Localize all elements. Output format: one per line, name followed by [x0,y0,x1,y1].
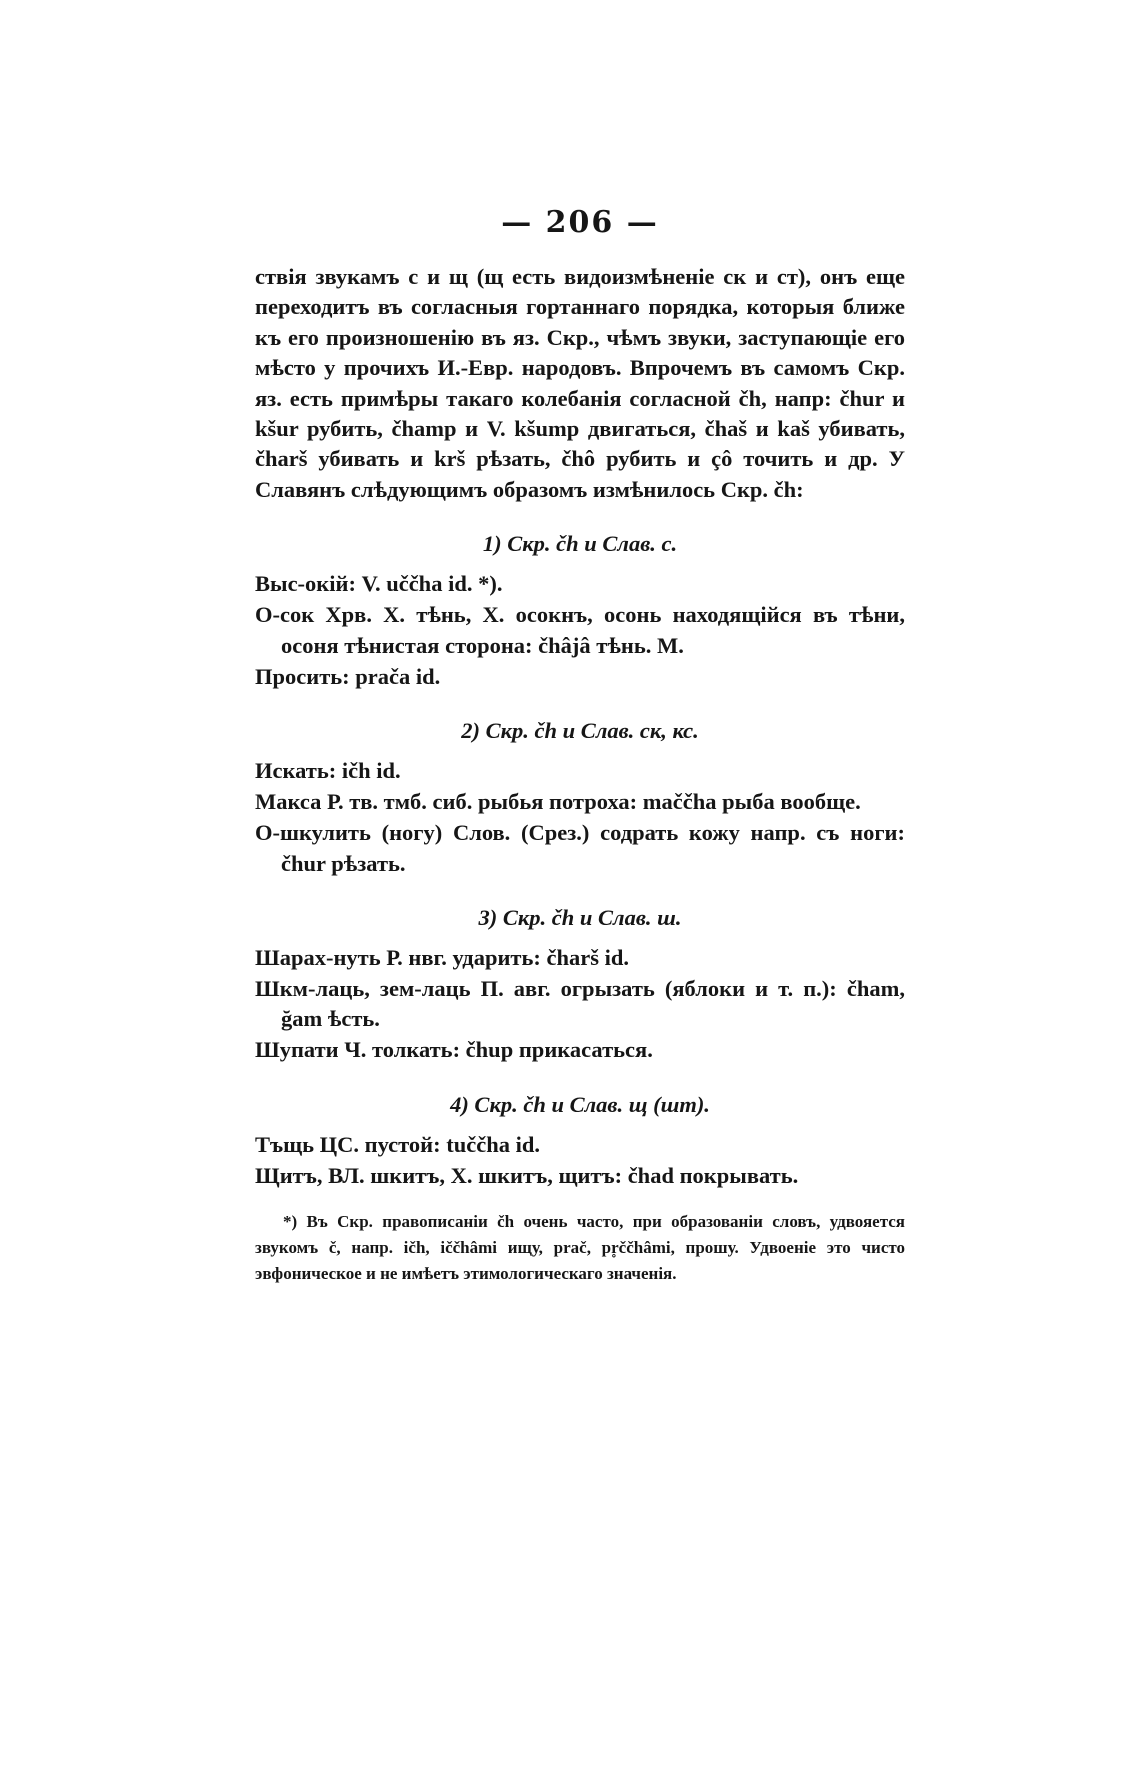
section-heading: 3) Скр. čh и Слав. ш. [478,904,682,930]
dictionary-entry: Просить: prača id. [255,663,441,689]
section-heading: 4) Скр. čh и Слав. щ (шт). [450,1091,710,1117]
dictionary-entry: О-сок Хрв. Х. тѣнь, Х. осокнъ, осонь находящійся въ тѣни, осоня тѣнистая сторона: čhâjâ тѣнь. М. [255,602,905,658]
section-heading: 2) Скр. čh и Слав. ск, кс. [461,718,699,744]
dictionary-entry: О-шкулить (ногу) Слов. (Срез.) содрать кожу напр. съ ноги: čhur рѣзать. [255,820,905,876]
dictionary-entry: Выс-окій: V. uččha id. *). [255,571,503,597]
dictionary-entry: Шарах-нуть Р. нвг. ударить: čharš id. [255,944,629,970]
dictionary-entry: Шкм-лаць, зем-лаць П. авг. огрызать (яблоки и т. п.): čham, ğam ѣсть. [255,976,905,1032]
section-4 [255,1092,905,1191]
dictionary-entry: Макса Р. тв. тмб. сиб. рыбья потроха: maččha рыба вообще. [255,789,861,815]
book-page [255,205,905,1287]
section-1 [255,531,905,692]
footnote: *) Въ Скр. правописаніи čh очень часто, при образованіи словъ, удвояется звукомъ č, напр. ičh, iččhâmi ищу, prač, pr̥ččhâmi, прошу. Удвоеніе это чисто эвфоническое и не имѣетъ этимологическаго значенія. [255,1212,905,1284]
section-heading: 1) Скр. čh и Слав. с. [482,531,678,557]
dictionary-entry: Щитъ, ВЛ. шкитъ, Х. шкитъ, щитъ: čhad покрывать. [255,1162,799,1188]
intro-paragraph: ствія звукамъ с и щ (щ есть видоизмѣненіе ск и ст), онъ еще переходитъ въ согласныя гортаннаго порядка, которыя ближе къ его произношенію въ яз. Скр., чѣмъ звуки, заступающіе его мѣсто у прочихъ И.-Евр. народовъ. Впрочемъ въ самомъ Скр. яз. есть примѣры такаго колебанія согласной čh, напр: čhur и kšur рубить, čhamp и V. kšump двигаться, čhaš и kaš убивать, čharš убивать и krš рѣзать, čhô рубить и çô точить и др. У Славянъ слѣдующимъ образомъ измѣнилось Скр. čh: [255,264,905,502]
section-2 [255,718,905,879]
dictionary-entry: Искать: ičh id. [255,758,401,784]
dictionary-entry: Шупати Ч. толкать: čhup прикасаться. [255,1037,653,1063]
dictionary-entry: Тъщь ЦС. пустой: tuččha id. [255,1131,540,1157]
section-3 [255,905,905,1066]
page-number: — 206 — [501,205,659,240]
